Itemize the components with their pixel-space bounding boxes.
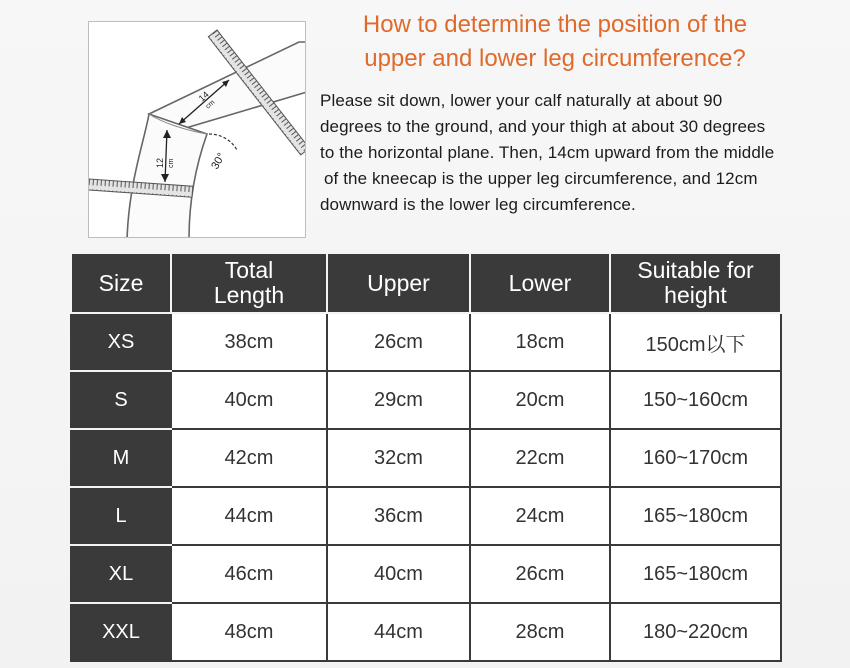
header-suitable-height: [610, 253, 781, 313]
cell-size: S: [71, 371, 171, 429]
knee-illustration: [89, 22, 306, 238]
cell-total-length: 48cm: [171, 603, 327, 661]
header-total-line1: Total: [224, 257, 274, 283]
cell-height: 160~170cm: [610, 429, 781, 487]
header-lower: Lower: [470, 253, 610, 313]
cell-height: 150~160cm: [610, 371, 781, 429]
cell-total-length: 40cm: [171, 371, 327, 429]
cell-total-length: 38cm: [171, 313, 327, 371]
cell-lower: 22cm: [470, 429, 610, 487]
cell-total-length: 44cm: [171, 487, 327, 545]
cell-size: M: [71, 429, 171, 487]
lower-distance-unit: cm: [168, 158, 175, 168]
table-row: [71, 487, 781, 545]
table-row: [71, 545, 781, 603]
cell-height: 165~180cm: [610, 545, 781, 603]
table-header-row: [71, 253, 781, 313]
header-size: Size: [71, 253, 171, 313]
cell-lower: 18cm: [470, 313, 610, 371]
angle-label: 30°: [209, 151, 228, 172]
cell-lower: 20cm: [470, 371, 610, 429]
angle-arc: [209, 134, 237, 150]
table-row: [71, 429, 781, 487]
lower-distance-label: 12: [155, 157, 165, 168]
cell-upper: 44cm: [327, 603, 470, 661]
cell-upper: 40cm: [327, 545, 470, 603]
table-row: [71, 371, 781, 429]
cell-lower: 24cm: [470, 487, 610, 545]
table-row: [71, 603, 781, 661]
cell-height: 150cm以下: [610, 313, 781, 371]
cell-upper: 36cm: [327, 487, 470, 545]
size-chart-table: [70, 252, 782, 662]
cell-total-length: 46cm: [171, 545, 327, 603]
instruction-text: [320, 88, 845, 218]
cell-size: L: [71, 487, 171, 545]
cell-height: 180~220cm: [610, 603, 781, 661]
description-line: of the kneecap is the upper leg circumference, and 12cm: [324, 169, 758, 188]
cell-upper: 26cm: [327, 313, 470, 371]
header-upper: Upper: [327, 253, 470, 313]
cell-lower: 26cm: [470, 545, 610, 603]
description-line: Please sit down, lower your calf naturally at about 90: [320, 91, 723, 110]
cell-lower: 28cm: [470, 603, 610, 661]
cell-size: XS: [71, 313, 171, 371]
instruction-title: [330, 8, 780, 76]
table-row: [71, 313, 781, 371]
header-total-line2: Length: [213, 282, 285, 308]
cell-upper: 29cm: [327, 371, 470, 429]
header-height-line1: Suitable for: [637, 257, 754, 283]
cell-upper: 32cm: [327, 429, 470, 487]
description-line: to the horizontal plane. Then, 14cm upward from the middle: [320, 143, 775, 162]
header-height-line2: height: [664, 282, 727, 308]
title-line: How to determine the position of the: [362, 11, 748, 38]
upper-distance-label: 14: [196, 89, 211, 104]
description-line: degrees to the ground, and your thigh at about 30 degrees: [320, 117, 766, 136]
upper-distance-unit: cm: [204, 99, 217, 111]
cell-size: XXL: [71, 603, 171, 661]
header-total-length: [171, 253, 327, 313]
description-line: downward is the lower leg circumference.: [320, 195, 636, 214]
cell-total-length: 42cm: [171, 429, 327, 487]
title-line: upper and lower leg circumference?: [364, 45, 746, 72]
cell-height: 165~180cm: [610, 487, 781, 545]
knee-diagram: [88, 21, 306, 238]
cell-size: XL: [71, 545, 171, 603]
